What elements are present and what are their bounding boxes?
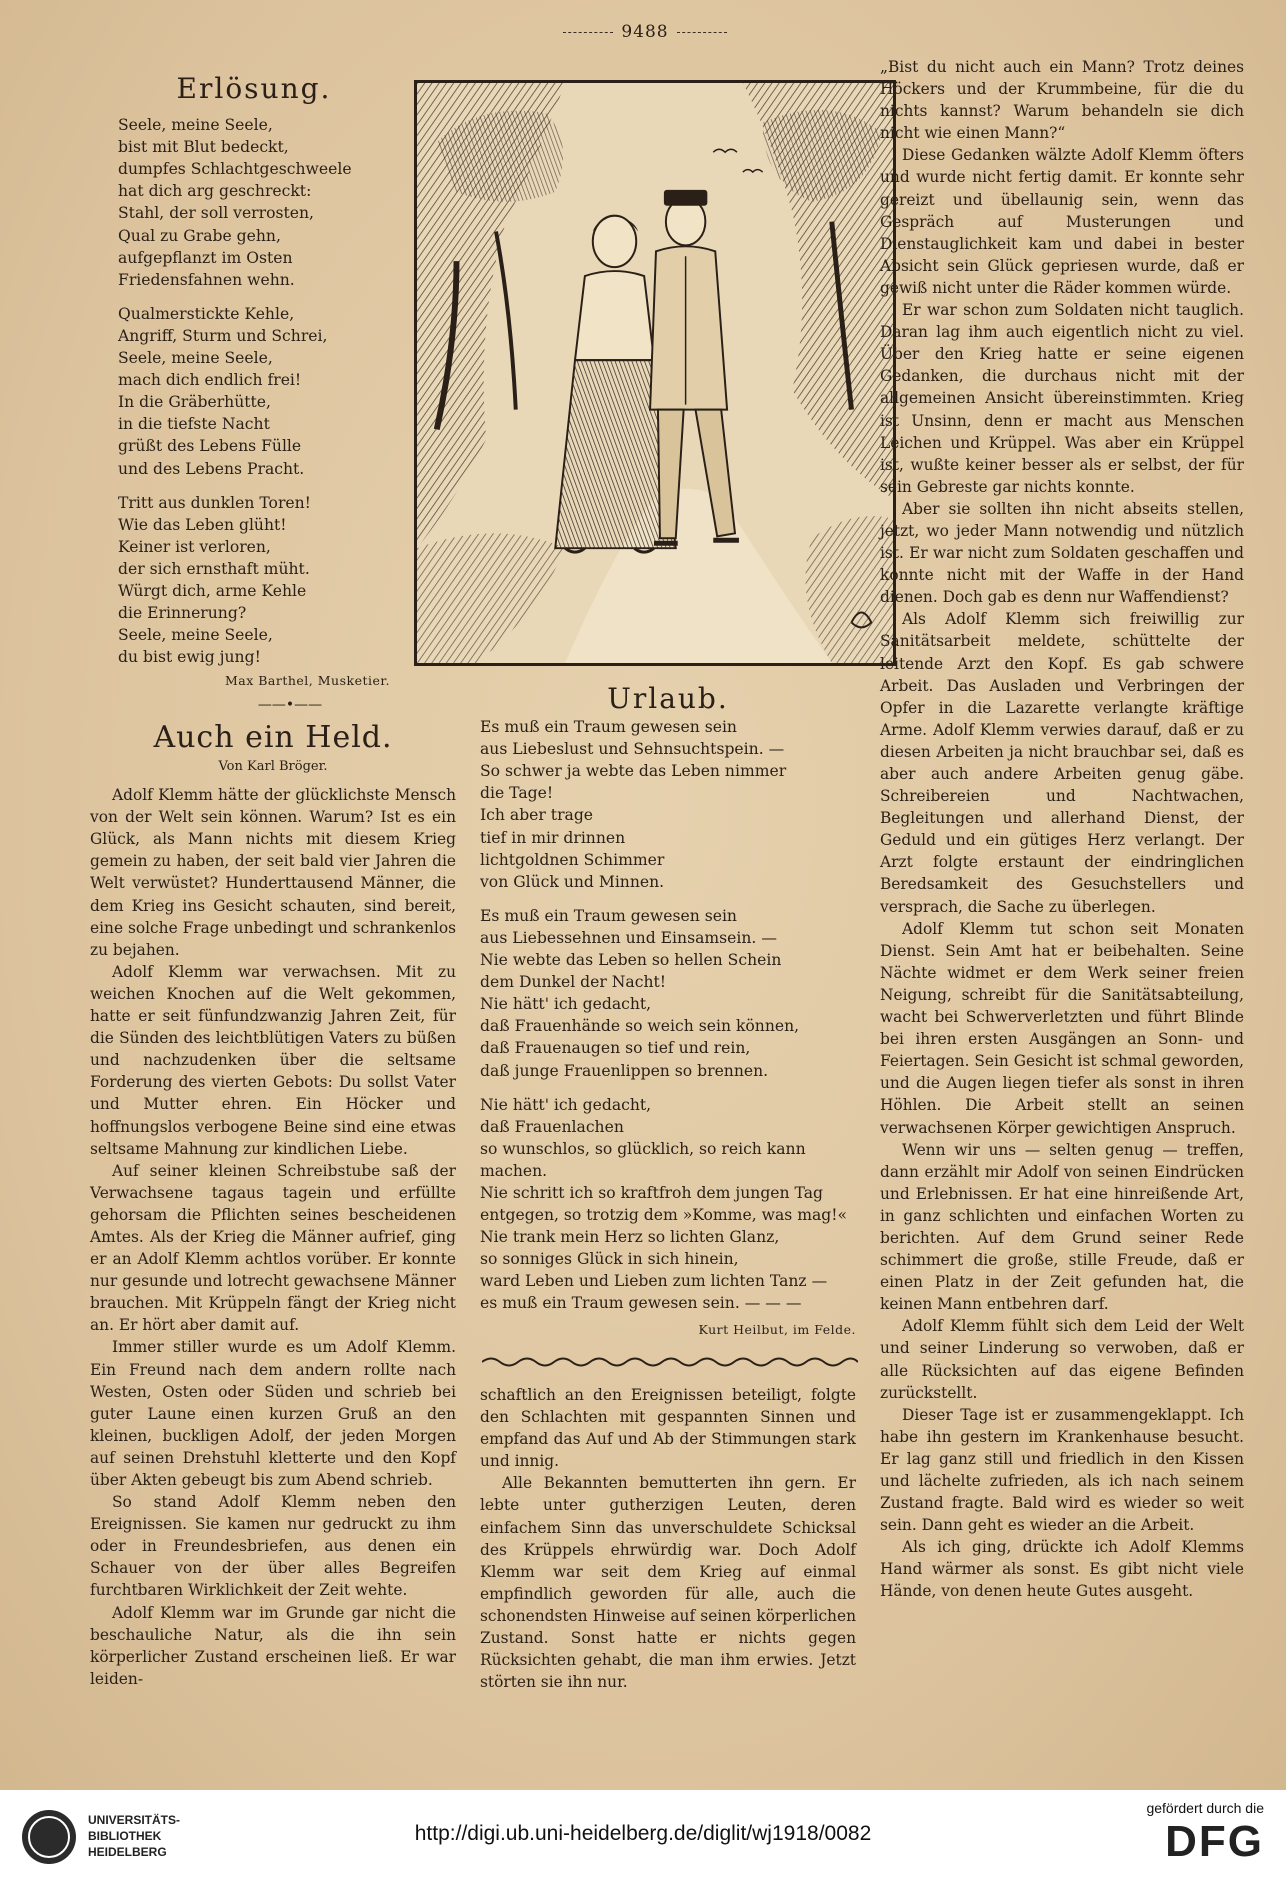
- verse-line: bist mit Blut bedeckt,: [118, 138, 289, 157]
- verse-line: Nie trank mein Herz so lichten Glanz,: [480, 1228, 780, 1247]
- paragraph: Dieser Tage ist er zusammengeklappt. Ich habe ihn gestern im Krankenhause besucht. Er lag ganz still und friedlich in den Kissen und lächelte zufrieden, als ich nach seinem Zustand fragte. Bald wird es wieder so weit sein. Dann geht es wieder an die Arbeit.: [880, 1405, 1244, 1535]
- verse-line: es muß ein Traum gewesen sein. — — —: [480, 1294, 802, 1313]
- poem-author: Kurt Heilbut, im Felde.: [698, 1321, 856, 1337]
- paragraph: Adolf Klemm fühlt sich dem Leid der Welt und seiner Linderung so verwoben, daß er alle Rücksichten auf das eigene Befinden zurückstellt.: [880, 1317, 1244, 1402]
- verse-line: Es muß ein Traum gewesen sein: [480, 906, 737, 925]
- paragraph: Immer stiller wurde es um Adolf Klemm. Ein Freund nach dem andern rollte nach Westen, Osten oder Süden und schrieb bei guter Laune einen kurzen Gruß an den kleinen, buckligen Adolf, der jeden Morgen auf seinen Drehstuhl kletterte und den Kopf über Akten gebeugt bis zum Abend schrieb.: [90, 1338, 456, 1489]
- paragraph: Auf seiner kleinen Schreibstube saß der Verwachsene tagaus tagein und erfüllte gehorsam die Pflichten seines bescheidenen Amtes. Als der Krieg die Männer aufrief, ging er an Adolf Klemm achtlos vorüber. Er konnte nur gesunde und lotrecht gewachsene Männer brauchen. Mit Krüppeln fängt der Krieg nicht an. Er hört aber damit auf.: [90, 1161, 456, 1335]
- verse-line: daß Frauenlachen: [480, 1117, 624, 1136]
- verse-line: Würgt dich, arme Kehle: [118, 581, 307, 600]
- verse-line: daß junge Frauenlippen so brennen.: [480, 1061, 769, 1080]
- verse-line: so wunschlos, so glücklich, so reich kann machen.: [480, 1139, 806, 1180]
- section-divider: ——•——: [257, 697, 323, 713]
- story-title: Auch ein Held.: [153, 720, 393, 755]
- story-col3-paragraphs: [880, 56, 1244, 1603]
- verse-line: dem Dunkel der Nacht!: [480, 973, 667, 992]
- verse-line: Nie hätt' ich gedacht,: [480, 1095, 652, 1114]
- dfg-logo: DFG: [1165, 1817, 1264, 1866]
- verse-line: entgegen, so trotzig dem »Komme, was mag!«: [480, 1206, 848, 1225]
- paragraph: Diese Gedanken wälzte Adolf Klemm öfters und wurde nicht fertig damit. Er konnte sehr gereizt und übellaunig sein, wenn das Gespräch auf Musterungen und Dienstauglichkeit kam und dabei in bester Absicht sein Glück gepriesen wurde, daß er gewiß nicht unter die Räder kommen würde.: [880, 146, 1244, 297]
- verse-line: daß Frauenaugen so tief und rein,: [480, 1039, 751, 1058]
- paragraph: Adolf Klemm hätte der glücklichste Mensch von der Welt sein können. Warum? Ist es ein Glück, als Mann nichts mit diesem Krieg gemein zu haben, der seit bald vier Jahren die Welt verwüstet? Hunderttausend Männer, die dem Krieg ins Gesicht schauten, sind bereit, eine solche Frage unbedingt und schrankenlos zu bejahen.: [90, 786, 456, 959]
- story-col2-paragraphs: [480, 1384, 856, 1693]
- paragraph: schaftlich an den Ereignissen beteiligt, folgte den Schlachten mit gespannten Sinnen und empfand das Auf und Ab der Stimmungen stark und innig.: [480, 1386, 856, 1471]
- paragraph: Alle Bekannten bemutterten ihn gern. Er lebte unter gutherzigen Leuten, deren einfachem Sinn das unverschuldete Schicksal des Krüppels ehrwürdig war. Doch Adolf Klemm war seit dem Krieg auf einmal empfindlich geworden für alle, auch die schonendsten Hinweise auf seinen körperlichen Zustand. Sonst hatte er nichts gegen Rücksichten gehabt, die man ihm erwies. Jetzt störten sie ihn nur.: [480, 1474, 856, 1692]
- verse-line: mach dich endlich frei!: [118, 371, 302, 390]
- poem-title: Erlösung.: [176, 72, 332, 105]
- verse-line: Qualmerstickte Kehle,: [118, 304, 295, 323]
- verse-line: Wie das Leben glüht!: [118, 515, 287, 534]
- verse-line: Angriff, Sturm und Schrei,: [118, 326, 328, 345]
- verse-line: Seele, meine Seele,: [118, 349, 273, 368]
- verse-line: Friedensfahnen wehn.: [118, 270, 295, 289]
- verse-line: So schwer ja webte das Leben nimmer: [480, 762, 787, 781]
- story-column-2: [480, 1384, 856, 1693]
- paragraph: Adolf Klemm war verwachsen. Mit zu weichen Knochen auf die Welt gekommen, hatte er seit fünfundzwanzig Jahren Zeit, für die Sünden des leichtblütigen Vaters zu büßen und nachzudenken über die seltsame Forderung des vierten Gebots: Du sollst Vater und Mutter ehren. Ein Höcker und hoffnungslos verbogene Beine sind eine etwas seltsame Mahnung zur kindlichen Liebe.: [90, 962, 456, 1158]
- verse-line: Qual zu Grabe gehn,: [118, 226, 281, 245]
- source-url[interactable]: http://digi.ub.uni-heidelberg.de/diglit/wj1918/0082: [414, 1822, 872, 1845]
- paragraph: Er war schon zum Soldaten nicht tauglich. Daran lag ihm auch eigentlich nicht zu viel. Über den Krieg hatte er seine eigenen Gedanken, die durchaus nicht mit der allgemeinen Ansicht übereinstimmten. Krieg ist Unsinn, denn er macht aus Menschen Leichen und Krüppel. Was aber ein Krüppel ist, wußte keiner besser als er selbst, der für sein Gebreste gar nichts konnte.: [880, 301, 1244, 496]
- illustration-couple-walking: [414, 80, 896, 666]
- verse-line: Ich aber trage: [480, 806, 594, 825]
- verse-line: und des Lebens Pracht.: [118, 459, 305, 478]
- page-number: 9488: [540, 22, 750, 42]
- stanza: [480, 1094, 856, 1315]
- verse-line: in die tiefste Nacht: [118, 415, 270, 434]
- verse-line: Seele, meine Seele,: [118, 626, 273, 645]
- stanza: [480, 716, 856, 893]
- paragraph: Als ich ging, drückte ich Adolf Klemms Hand wärmer als sonst. Es gibt nicht viele Hände, von denen heute Gutes ausgeht.: [880, 1538, 1244, 1601]
- verse-line: du bist ewig jung!: [118, 648, 261, 667]
- sponsor-block[interactable]: [1094, 1800, 1264, 1868]
- story-byline: Von Karl Bröger.: [218, 759, 328, 774]
- verse-line: Stahl, der soll verrosten,: [118, 204, 314, 223]
- stanza: [118, 303, 390, 480]
- poem-stanzas: [118, 114, 390, 668]
- library-name: UNIVERSITÄTS- BIBLIOTHEK HEIDELBERG: [88, 1813, 181, 1859]
- verse-line: Es muß ein Traum gewesen sein: [480, 718, 737, 737]
- verse-line: Nie schritt ich so kraftfroh dem jungen Tag: [480, 1183, 824, 1202]
- sponsor-text: gefördert durch die: [1146, 1800, 1264, 1816]
- verse-line: aufgepflanzt im Osten: [118, 248, 293, 267]
- verse-line: aus Liebeslust und Sehnsuchtspein. —: [480, 740, 785, 759]
- poem-author: Max Barthel, Musketier.: [224, 673, 390, 689]
- verse-line: so sonniges Glück in sich hinein,: [480, 1250, 739, 1269]
- verse-line: die Tage!: [480, 784, 554, 803]
- poem-title: Urlaub.: [607, 682, 729, 715]
- verse-line: von Glück und Minnen.: [480, 872, 665, 891]
- stanza: [480, 905, 856, 1082]
- verse-line: In die Gräberhütte,: [118, 393, 271, 412]
- verse-line: grüßt des Lebens Fülle: [118, 437, 302, 456]
- verse-line: Keiner ist verloren,: [118, 537, 271, 556]
- paragraph: Aber sie sollten ihn nicht abseits stellen, jetzt, wo jeder Mann notwendig und nützlich ist. Er war nicht zum Soldaten geschaffen und konnte nicht mit der Waffe in der Hand dienen. Doch gab es denn nur Waffendienst?: [880, 499, 1244, 607]
- engraving-image: [417, 83, 893, 663]
- poem-stanzas: [480, 716, 856, 1314]
- paragraph: Adolf Klemm tut schon seit Monaten Dienst. Sein Amt hat er beibehalten. Seine Nächte widmet er dem Werk seiner freien Neigung, schreibt für die Sanitätsabteilung, wacht bei Schwerverletzten und führt Blinde bei ihren ersten Ausgängen an Sonn- und Feiertagen. Sein Gesicht ist schmal geworden, und die Augen liegen tiefer als sonst in ihren Höhlen. Die Arbeit stellt an seinen verwachsenen Körper gewichtigen Anspruch.: [880, 919, 1244, 1137]
- poem-erloesung: [118, 72, 390, 692]
- verse-line: tief in mir drinnen: [480, 828, 626, 847]
- verse-line: daß Frauenhände so weich sein können,: [480, 1017, 800, 1036]
- poem-urlaub: [480, 682, 856, 1341]
- paragraph: Als Adolf Klemm sich freiwillig zur Sanitätsarbeit meldete, schüttelte der leitende Arzt den Kopf. Es gab schwere Arbeit. Das Ausladen und Verbringen der Opfer in die Lazarette verlangte kräftige Arme. Adolf Klemm verwies darauf, daß er zu diesen Arbeiten ja nicht brauchbar sei, daß es aber auch andere Arbeiten genug gäbe. Schreibereien und Nachtwachen, Begleitungen und allerhand Dienst, der Geduld und ein gütiges Herz verlangt. Der Arzt folgte erstaunt der eindringlichen Beredsamkeit des Gesuchstellers und versprach, die Sache zu überlegen.: [880, 610, 1244, 916]
- stanza: [118, 492, 390, 669]
- paragraph: „Bist du nicht auch ein Mann? Trotz deines Höckers und der Krummbeine, für die du nichts kannst? Warum behandeln sie dich nicht wie einen Mann?“: [880, 58, 1244, 143]
- wavy-divider: [482, 1355, 858, 1369]
- stanza: [118, 114, 390, 291]
- verse-line: der sich ernsthaft müht.: [118, 559, 310, 578]
- verse-line: Tritt aus dunklen Toren!: [118, 493, 311, 512]
- story-column-1: [90, 720, 456, 1690]
- verse-line: lichtgoldnen Schimmer: [480, 850, 665, 869]
- paragraph: Adolf Klemm war im Grunde gar nicht die beschauliche Natur, als die ihn sein körperlicher Zustand erscheinen ließ. Er war leiden-: [90, 1603, 456, 1688]
- verse-line: Seele, meine Seele,: [118, 116, 273, 135]
- paragraph: Wenn wir uns — selten genug — treffen, dann erzählt mir Adolf von seinen Eindrücken und Erlebnissen. Er hat eine hinreißende Art, in ganz schlichten und einfachen Worten zu berichten. Auf dem Grund seiner Rede schimmert die große, stille Freude, daß er einen Platz in der Zeit gefunden hat, die keinen Mann entbehren darf.: [880, 1140, 1244, 1314]
- verse-line: hat dich arg geschreckt:: [118, 182, 312, 201]
- verse-line: Nie hätt' ich gedacht,: [480, 995, 652, 1014]
- verse-line: die Erinnerung?: [118, 604, 247, 623]
- story-col1-paragraphs: [90, 784, 456, 1690]
- digitization-footer: [0, 1790, 1286, 1886]
- verse-line: dumpfes Schlachtgeschweele: [118, 160, 352, 179]
- story-column-3: [880, 56, 1244, 1603]
- verse-line: ward Leben und Lieben zum lichten Tanz —: [480, 1272, 828, 1291]
- paragraph: So stand Adolf Klemm neben den Ereignissen. Sie kamen nur gedruckt zu ihm oder in Freundesbriefen, aus denen ein Schauer von der über alles Begreifen furchtbaren Wirklichkeit der Zeit wehte.: [90, 1493, 456, 1600]
- verse-line: Nie webte das Leben so hellen Schein: [480, 951, 782, 970]
- verse-line: aus Liebessehnen und Einsamsein. —: [480, 928, 777, 947]
